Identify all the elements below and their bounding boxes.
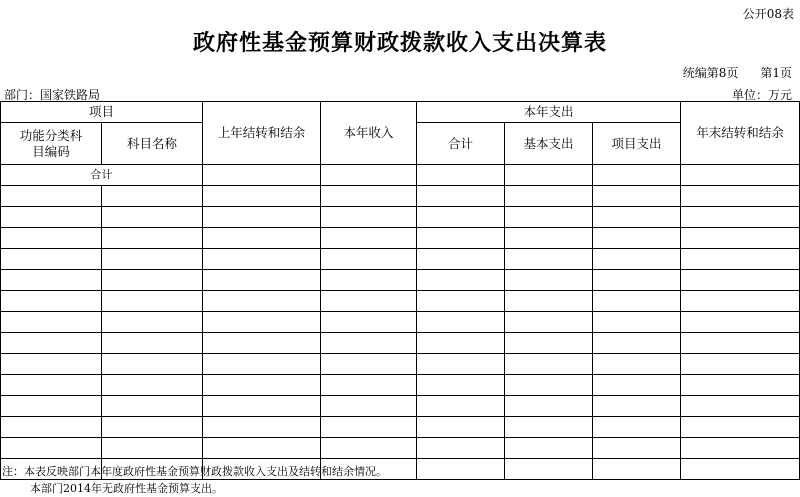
table-cell — [593, 186, 681, 207]
header-income: 本年收入 — [321, 102, 417, 165]
table-cell — [1, 396, 102, 417]
table-cell — [1, 375, 102, 396]
table-cell — [417, 312, 505, 333]
table-cell — [681, 270, 800, 291]
table-cell — [102, 207, 203, 228]
table-cell — [1, 333, 102, 354]
table-cell — [203, 165, 321, 186]
table-cell — [417, 354, 505, 375]
table-row — [1, 333, 800, 354]
table-cell — [203, 417, 321, 438]
table-cell — [505, 333, 593, 354]
table-cell — [681, 249, 800, 270]
unit-label: 单位：万元 — [731, 88, 792, 102]
table-cell — [593, 249, 681, 270]
table-cell — [321, 165, 417, 186]
table-cell — [417, 270, 505, 291]
table-cell — [102, 438, 203, 459]
table-row — [1, 186, 800, 207]
table-cell — [321, 354, 417, 375]
table-cell — [681, 165, 800, 186]
table-cell — [321, 270, 417, 291]
header-exp-project: 项目支出 — [593, 123, 681, 165]
table-cell — [593, 291, 681, 312]
table-cell — [417, 249, 505, 270]
table-cell — [1, 417, 102, 438]
table-cell — [593, 375, 681, 396]
table-cell — [681, 186, 800, 207]
form-code: 公开08表 — [742, 7, 794, 21]
table-cell — [102, 375, 203, 396]
table-cell — [203, 270, 321, 291]
table-cell — [681, 375, 800, 396]
table-cell — [505, 417, 593, 438]
table-cell — [593, 165, 681, 186]
table-cell — [505, 165, 593, 186]
department-label: 部门：国家铁路局 — [4, 88, 101, 102]
table-cell — [593, 312, 681, 333]
table-cell — [681, 291, 800, 312]
table-cell — [681, 312, 800, 333]
table-cell — [102, 333, 203, 354]
table-cell — [505, 354, 593, 375]
page-info — [683, 64, 792, 81]
table-cell — [1, 270, 102, 291]
header-prev-balance: 上年结转和结余 — [203, 102, 321, 165]
table-cell — [102, 417, 203, 438]
table-cell — [203, 186, 321, 207]
header-item: 项目 — [1, 102, 203, 123]
table-row — [1, 291, 800, 312]
table-cell — [593, 459, 681, 480]
table-cell — [417, 417, 505, 438]
table-cell — [505, 438, 593, 459]
footnote-2: 本部门2014年无政府性基金预算支出。 — [30, 482, 223, 495]
table-cell — [681, 438, 800, 459]
table-cell — [203, 333, 321, 354]
table-cell — [321, 249, 417, 270]
table-cell — [505, 270, 593, 291]
table-row — [1, 438, 800, 459]
header-exp-total: 合计 — [417, 123, 505, 165]
table-cell — [1, 186, 102, 207]
table-cell — [505, 249, 593, 270]
page-current: 第1页 — [760, 66, 792, 80]
table-cell — [505, 228, 593, 249]
table-row — [1, 396, 800, 417]
table-cell — [203, 375, 321, 396]
table-cell — [321, 396, 417, 417]
table-cell — [681, 396, 800, 417]
table-cell — [321, 312, 417, 333]
table-cell — [593, 270, 681, 291]
table-cell — [681, 333, 800, 354]
table-cell — [593, 438, 681, 459]
table-cell — [593, 396, 681, 417]
table-cell — [203, 312, 321, 333]
table-cell — [1, 438, 102, 459]
table-cell — [1, 354, 102, 375]
table-cell — [203, 354, 321, 375]
table-cell — [102, 354, 203, 375]
table-cell — [102, 249, 203, 270]
header-subject-name: 科目名称 — [102, 123, 203, 165]
table-cell — [102, 291, 203, 312]
table-cell — [417, 375, 505, 396]
table-cell — [321, 417, 417, 438]
table-cell — [102, 186, 203, 207]
table-cell — [203, 207, 321, 228]
table-cell — [321, 207, 417, 228]
table-row — [1, 207, 800, 228]
footnote-1: 注：本表反映部门本年度政府性基金预算财政拨款收入支出及结转和结余情况。 — [2, 465, 387, 478]
table-cell — [505, 291, 593, 312]
table-cell — [321, 186, 417, 207]
table-cell — [203, 291, 321, 312]
table-cell — [102, 396, 203, 417]
table-cell — [1, 312, 102, 333]
header-exp-basic: 基本支出 — [505, 123, 593, 165]
table-row — [1, 312, 800, 333]
table-cell — [417, 207, 505, 228]
table-cell — [505, 207, 593, 228]
header-func-code: 功能分类科目编码 — [1, 123, 102, 165]
table-cell — [102, 270, 203, 291]
header-end-balance: 年末结转和结余 — [681, 102, 800, 165]
table-row — [1, 417, 800, 438]
table-cell — [417, 396, 505, 417]
table-row — [1, 354, 800, 375]
header-expense: 本年支出 — [417, 102, 681, 123]
account-table — [0, 101, 800, 480]
table-cell — [681, 228, 800, 249]
table-row — [1, 375, 800, 396]
table-cell — [593, 207, 681, 228]
table-row — [1, 249, 800, 270]
table-cell — [593, 354, 681, 375]
table-cell — [203, 438, 321, 459]
table-cell — [417, 333, 505, 354]
table-cell — [681, 207, 800, 228]
table-cell — [321, 291, 417, 312]
table-cell — [681, 417, 800, 438]
table-cell — [1, 291, 102, 312]
table-cell — [321, 333, 417, 354]
table-cell — [593, 228, 681, 249]
table-cell — [102, 312, 203, 333]
table-cell — [102, 228, 203, 249]
table-cell — [505, 186, 593, 207]
total-label: 合计 — [1, 165, 203, 186]
table-cell — [1, 228, 102, 249]
table-cell — [681, 354, 800, 375]
table-cell — [203, 249, 321, 270]
table-cell — [593, 333, 681, 354]
table-cell — [417, 438, 505, 459]
table-cell — [1, 249, 102, 270]
table-cell — [505, 459, 593, 480]
table-cell — [417, 291, 505, 312]
table-cell — [681, 459, 800, 480]
table-cell — [321, 375, 417, 396]
page-total: 统编第8页 — [682, 66, 739, 80]
table-cell — [203, 396, 321, 417]
table-cell — [1, 207, 102, 228]
table-cell — [417, 228, 505, 249]
table-cell — [505, 396, 593, 417]
table-row — [1, 270, 800, 291]
page-title: 政府性基金预算财政拨款收入支出决算表 — [192, 30, 607, 56]
table-row — [1, 228, 800, 249]
table-cell — [417, 165, 505, 186]
table-cell — [417, 186, 505, 207]
table-cell — [593, 417, 681, 438]
table-cell — [505, 312, 593, 333]
total-row — [1, 165, 800, 186]
table-cell — [321, 438, 417, 459]
table-cell — [505, 375, 593, 396]
table-cell — [321, 228, 417, 249]
table-cell — [203, 228, 321, 249]
table-cell — [417, 459, 505, 480]
